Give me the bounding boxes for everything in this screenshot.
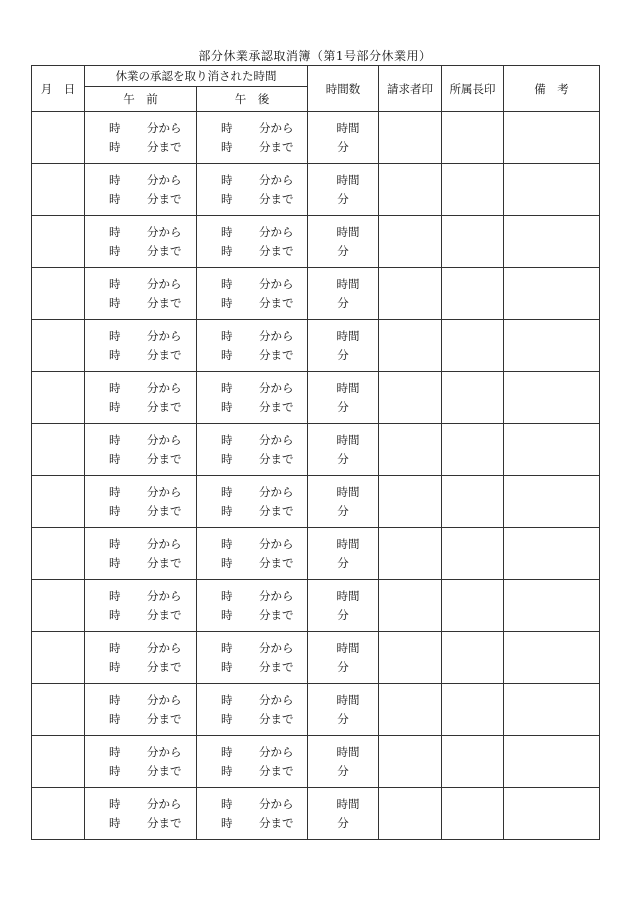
date-cell[interactable] bbox=[32, 736, 85, 788]
hour-label: 時 bbox=[109, 485, 121, 499]
hour-label: 時 bbox=[221, 608, 233, 622]
min-to-label: 分まで bbox=[147, 400, 182, 414]
min-to-label: 分まで bbox=[147, 816, 182, 830]
min-from-label: 分から bbox=[147, 745, 182, 759]
min-from-label: 分から bbox=[147, 797, 182, 811]
min-from-label: 分から bbox=[147, 641, 182, 655]
jikan-label: 時間 bbox=[336, 537, 360, 551]
hour-label: 時 bbox=[109, 816, 121, 830]
min-from-label: 分から bbox=[259, 173, 294, 187]
min-to-label: 分まで bbox=[259, 452, 294, 466]
min-to-label: 分まで bbox=[147, 348, 182, 362]
hour-label: 時 bbox=[221, 589, 233, 603]
hour-label: 時 bbox=[221, 660, 233, 674]
hours-cell[interactable] bbox=[308, 684, 379, 736]
hour-label: 時 bbox=[109, 225, 121, 239]
min-to-label: 分まで bbox=[147, 712, 182, 726]
min-to-label: 分まで bbox=[147, 140, 182, 154]
requester-seal-cell[interactable] bbox=[379, 476, 442, 528]
hour-label: 時 bbox=[109, 589, 121, 603]
am-time-cell[interactable] bbox=[85, 216, 197, 268]
remarks-cell[interactable] bbox=[504, 788, 600, 840]
hour-label: 時 bbox=[109, 433, 121, 447]
jikan-label: 時間 bbox=[336, 693, 360, 707]
min-from-label: 分から bbox=[259, 381, 294, 395]
jikan-label: 時間 bbox=[336, 381, 360, 395]
table-row bbox=[32, 424, 600, 476]
hour-label: 時 bbox=[109, 764, 121, 778]
head-seal-cell[interactable] bbox=[442, 632, 504, 684]
hour-label: 時 bbox=[221, 173, 233, 187]
min-from-label: 分から bbox=[259, 745, 294, 759]
date-cell[interactable] bbox=[32, 164, 85, 216]
hour-label: 時 bbox=[109, 693, 121, 707]
min-from-label: 分から bbox=[147, 121, 182, 135]
requester-seal-cell[interactable] bbox=[379, 788, 442, 840]
min-to-label: 分まで bbox=[259, 296, 294, 310]
hour-label: 時 bbox=[221, 745, 233, 759]
am-time-cell[interactable] bbox=[85, 528, 197, 580]
am-time-cell[interactable] bbox=[85, 684, 197, 736]
requester-seal-cell[interactable] bbox=[379, 632, 442, 684]
requester-seal-cell[interactable] bbox=[379, 424, 442, 476]
min-to-label: 分まで bbox=[147, 504, 182, 518]
table-row bbox=[32, 268, 600, 320]
header-cancelled-time: 休業の承認を取り消された時間 bbox=[85, 66, 308, 87]
hour-label: 時 bbox=[109, 381, 121, 395]
jikan-label: 時間 bbox=[336, 745, 360, 759]
hours-cell[interactable] bbox=[308, 476, 379, 528]
hour-label: 時 bbox=[221, 485, 233, 499]
requester-seal-cell[interactable] bbox=[379, 580, 442, 632]
date-cell[interactable] bbox=[32, 112, 85, 164]
hour-label: 時 bbox=[109, 192, 121, 206]
header-date: 月 日 bbox=[32, 66, 85, 112]
head-seal-cell[interactable] bbox=[442, 528, 504, 580]
pm-time-cell[interactable] bbox=[197, 372, 308, 424]
min-from-label: 分から bbox=[147, 537, 182, 551]
head-seal-cell[interactable] bbox=[442, 684, 504, 736]
am-time-cell[interactable] bbox=[85, 476, 197, 528]
hour-label: 時 bbox=[221, 348, 233, 362]
fun-label: 分 bbox=[337, 764, 349, 778]
min-to-label: 分まで bbox=[147, 244, 182, 258]
head-seal-cell[interactable] bbox=[442, 476, 504, 528]
min-from-label: 分から bbox=[259, 329, 294, 343]
hour-label: 時 bbox=[109, 452, 121, 466]
fun-label: 分 bbox=[337, 400, 349, 414]
hours-cell[interactable] bbox=[308, 164, 379, 216]
min-from-label: 分から bbox=[147, 693, 182, 707]
min-from-label: 分から bbox=[147, 225, 182, 239]
hour-label: 時 bbox=[221, 433, 233, 447]
jikan-label: 時間 bbox=[336, 329, 360, 343]
hour-label: 時 bbox=[109, 296, 121, 310]
jikan-label: 時間 bbox=[336, 485, 360, 499]
am-time-cell[interactable] bbox=[85, 736, 197, 788]
head-seal-cell[interactable] bbox=[442, 424, 504, 476]
pm-time-cell[interactable] bbox=[197, 268, 308, 320]
hour-label: 時 bbox=[109, 400, 121, 414]
pm-time-cell[interactable] bbox=[197, 164, 308, 216]
table-row bbox=[32, 580, 600, 632]
am-time-cell[interactable] bbox=[85, 580, 197, 632]
hour-label: 時 bbox=[221, 504, 233, 518]
table-row bbox=[32, 476, 600, 528]
pm-time-cell[interactable] bbox=[197, 216, 308, 268]
min-to-label: 分まで bbox=[259, 140, 294, 154]
min-from-label: 分から bbox=[259, 797, 294, 811]
hour-label: 時 bbox=[221, 381, 233, 395]
min-to-label: 分まで bbox=[147, 608, 182, 622]
fun-label: 分 bbox=[337, 608, 349, 622]
remarks-cell[interactable] bbox=[504, 476, 600, 528]
cancellation-register-table bbox=[31, 65, 600, 840]
requester-seal-cell[interactable] bbox=[379, 736, 442, 788]
hours-cell[interactable] bbox=[308, 268, 379, 320]
fun-label: 分 bbox=[337, 504, 349, 518]
min-to-label: 分まで bbox=[147, 660, 182, 674]
pm-time-cell[interactable] bbox=[197, 476, 308, 528]
hour-label: 時 bbox=[221, 277, 233, 291]
requester-seal-cell[interactable] bbox=[379, 268, 442, 320]
table-row bbox=[32, 216, 600, 268]
table-row bbox=[32, 788, 600, 840]
date-cell[interactable] bbox=[32, 632, 85, 684]
am-time-cell[interactable] bbox=[85, 788, 197, 840]
min-from-label: 分から bbox=[259, 641, 294, 655]
min-to-label: 分まで bbox=[259, 192, 294, 206]
jikan-label: 時間 bbox=[336, 173, 360, 187]
hour-label: 時 bbox=[221, 797, 233, 811]
date-cell[interactable] bbox=[32, 684, 85, 736]
min-to-label: 分まで bbox=[259, 504, 294, 518]
hour-label: 時 bbox=[221, 400, 233, 414]
min-from-label: 分から bbox=[259, 433, 294, 447]
hour-label: 時 bbox=[109, 504, 121, 518]
hours-cell[interactable] bbox=[308, 320, 379, 372]
date-cell[interactable] bbox=[32, 424, 85, 476]
min-to-label: 分まで bbox=[259, 348, 294, 362]
hour-label: 時 bbox=[221, 192, 233, 206]
header-hours: 時間数 bbox=[308, 66, 379, 112]
remarks-cell[interactable] bbox=[504, 268, 600, 320]
requester-seal-cell[interactable] bbox=[379, 320, 442, 372]
jikan-label: 時間 bbox=[336, 121, 360, 135]
pm-time-cell[interactable] bbox=[197, 736, 308, 788]
table-row bbox=[32, 684, 600, 736]
header-pm: 午 後 bbox=[197, 87, 308, 112]
pm-time-cell[interactable] bbox=[197, 684, 308, 736]
table-row bbox=[32, 164, 600, 216]
head-seal-cell[interactable] bbox=[442, 112, 504, 164]
jikan-label: 時間 bbox=[336, 225, 360, 239]
min-to-label: 分まで bbox=[259, 400, 294, 414]
hour-label: 時 bbox=[221, 816, 233, 830]
remarks-cell[interactable] bbox=[504, 112, 600, 164]
remarks-cell[interactable] bbox=[504, 424, 600, 476]
min-from-label: 分から bbox=[147, 329, 182, 343]
remarks-cell[interactable] bbox=[504, 736, 600, 788]
hours-cell[interactable] bbox=[308, 528, 379, 580]
hours-cell[interactable] bbox=[308, 580, 379, 632]
min-to-label: 分まで bbox=[259, 712, 294, 726]
head-seal-cell[interactable] bbox=[442, 268, 504, 320]
head-seal-cell[interactable] bbox=[442, 320, 504, 372]
hour-label: 時 bbox=[109, 277, 121, 291]
min-from-label: 分から bbox=[259, 693, 294, 707]
remarks-cell[interactable] bbox=[504, 164, 600, 216]
head-seal-cell[interactable] bbox=[442, 580, 504, 632]
date-cell[interactable] bbox=[32, 216, 85, 268]
table-row bbox=[32, 528, 600, 580]
am-time-cell[interactable] bbox=[85, 424, 197, 476]
table-row bbox=[32, 320, 600, 372]
fun-label: 分 bbox=[337, 660, 349, 674]
hour-label: 時 bbox=[221, 225, 233, 239]
hour-label: 時 bbox=[109, 712, 121, 726]
min-from-label: 分から bbox=[147, 589, 182, 603]
pm-time-cell[interactable] bbox=[197, 632, 308, 684]
fun-label: 分 bbox=[337, 140, 349, 154]
table-row bbox=[32, 632, 600, 684]
hour-label: 時 bbox=[221, 556, 233, 570]
min-from-label: 分から bbox=[147, 277, 182, 291]
pm-time-cell[interactable] bbox=[197, 580, 308, 632]
fun-label: 分 bbox=[337, 816, 349, 830]
hour-label: 時 bbox=[221, 641, 233, 655]
fun-label: 分 bbox=[337, 452, 349, 466]
min-from-label: 分から bbox=[147, 381, 182, 395]
hour-label: 時 bbox=[221, 121, 233, 135]
head-seal-cell[interactable] bbox=[442, 788, 504, 840]
min-from-label: 分から bbox=[259, 589, 294, 603]
pm-time-cell[interactable] bbox=[197, 424, 308, 476]
hour-label: 時 bbox=[109, 140, 121, 154]
am-time-cell[interactable] bbox=[85, 112, 197, 164]
fun-label: 分 bbox=[337, 244, 349, 258]
remarks-cell[interactable] bbox=[504, 216, 600, 268]
fun-label: 分 bbox=[337, 296, 349, 310]
hour-label: 時 bbox=[109, 537, 121, 551]
jikan-label: 時間 bbox=[336, 433, 360, 447]
remarks-cell[interactable] bbox=[504, 684, 600, 736]
remarks-cell[interactable] bbox=[504, 580, 600, 632]
hour-label: 時 bbox=[109, 329, 121, 343]
pm-time-cell[interactable] bbox=[197, 112, 308, 164]
hour-label: 時 bbox=[221, 693, 233, 707]
header-requester-seal: 請求者印 bbox=[379, 66, 442, 112]
hours-cell[interactable] bbox=[308, 216, 379, 268]
requester-seal-cell[interactable] bbox=[379, 372, 442, 424]
hours-cell[interactable] bbox=[308, 736, 379, 788]
hour-label: 時 bbox=[109, 244, 121, 258]
fun-label: 分 bbox=[337, 556, 349, 570]
min-from-label: 分から bbox=[259, 225, 294, 239]
jikan-label: 時間 bbox=[336, 797, 360, 811]
table-row bbox=[32, 736, 600, 788]
header-am: 午 前 bbox=[85, 87, 197, 112]
fun-label: 分 bbox=[337, 712, 349, 726]
date-cell[interactable] bbox=[32, 320, 85, 372]
fun-label: 分 bbox=[337, 348, 349, 362]
min-to-label: 分まで bbox=[259, 556, 294, 570]
am-time-cell[interactable] bbox=[85, 268, 197, 320]
hour-label: 時 bbox=[221, 140, 233, 154]
requester-seal-cell[interactable] bbox=[379, 216, 442, 268]
table-row bbox=[32, 112, 600, 164]
min-from-label: 分から bbox=[147, 173, 182, 187]
hour-label: 時 bbox=[221, 244, 233, 258]
hour-label: 時 bbox=[221, 712, 233, 726]
min-to-label: 分まで bbox=[259, 660, 294, 674]
hour-label: 時 bbox=[109, 641, 121, 655]
requester-seal-cell[interactable] bbox=[379, 528, 442, 580]
hour-label: 時 bbox=[109, 797, 121, 811]
requester-seal-cell[interactable] bbox=[379, 684, 442, 736]
am-time-cell[interactable] bbox=[85, 632, 197, 684]
min-to-label: 分まで bbox=[259, 608, 294, 622]
hour-label: 時 bbox=[109, 348, 121, 362]
head-seal-cell[interactable] bbox=[442, 216, 504, 268]
remarks-cell[interactable] bbox=[504, 632, 600, 684]
am-time-cell[interactable] bbox=[85, 320, 197, 372]
hour-label: 時 bbox=[109, 173, 121, 187]
min-from-label: 分から bbox=[147, 485, 182, 499]
hour-label: 時 bbox=[221, 452, 233, 466]
am-time-cell[interactable] bbox=[85, 372, 197, 424]
min-to-label: 分まで bbox=[147, 764, 182, 778]
remarks-cell[interactable] bbox=[504, 528, 600, 580]
min-from-label: 分から bbox=[147, 433, 182, 447]
fun-label: 分 bbox=[337, 192, 349, 206]
date-cell[interactable] bbox=[32, 528, 85, 580]
min-from-label: 分から bbox=[259, 121, 294, 135]
min-to-label: 分まで bbox=[147, 452, 182, 466]
hour-label: 時 bbox=[221, 329, 233, 343]
hour-label: 時 bbox=[109, 660, 121, 674]
am-time-cell[interactable] bbox=[85, 164, 197, 216]
min-to-label: 分まで bbox=[147, 296, 182, 310]
hour-label: 時 bbox=[109, 121, 121, 135]
hours-cell[interactable] bbox=[308, 788, 379, 840]
hour-label: 時 bbox=[109, 556, 121, 570]
hour-label: 時 bbox=[221, 764, 233, 778]
min-to-label: 分まで bbox=[259, 244, 294, 258]
jikan-label: 時間 bbox=[336, 277, 360, 291]
hour-label: 時 bbox=[109, 745, 121, 759]
hours-cell[interactable] bbox=[308, 632, 379, 684]
min-from-label: 分から bbox=[259, 485, 294, 499]
remarks-cell[interactable] bbox=[504, 320, 600, 372]
date-cell[interactable] bbox=[32, 372, 85, 424]
pm-time-cell[interactable] bbox=[197, 788, 308, 840]
date-cell[interactable] bbox=[32, 476, 85, 528]
hour-label: 時 bbox=[221, 537, 233, 551]
requester-seal-cell[interactable] bbox=[379, 164, 442, 216]
hours-cell[interactable] bbox=[308, 112, 379, 164]
header-remarks: 備 考 bbox=[504, 66, 600, 112]
hours-cell[interactable] bbox=[308, 372, 379, 424]
min-to-label: 分まで bbox=[259, 816, 294, 830]
min-to-label: 分まで bbox=[147, 556, 182, 570]
date-cell[interactable] bbox=[32, 580, 85, 632]
min-from-label: 分から bbox=[259, 277, 294, 291]
head-seal-cell[interactable] bbox=[442, 164, 504, 216]
pm-time-cell[interactable] bbox=[197, 528, 308, 580]
table-row bbox=[32, 372, 600, 424]
jikan-label: 時間 bbox=[336, 589, 360, 603]
form-title: 部分休業承認取消簿（第1号部分休業用） bbox=[198, 49, 432, 63]
date-cell[interactable] bbox=[32, 788, 85, 840]
hour-label: 時 bbox=[221, 296, 233, 310]
requester-seal-cell[interactable] bbox=[379, 112, 442, 164]
head-seal-cell[interactable] bbox=[442, 372, 504, 424]
min-from-label: 分から bbox=[259, 537, 294, 551]
jikan-label: 時間 bbox=[336, 641, 360, 655]
head-seal-cell[interactable] bbox=[442, 736, 504, 788]
hours-cell[interactable] bbox=[308, 424, 379, 476]
pm-time-cell[interactable] bbox=[197, 320, 308, 372]
header-head-seal: 所属長印 bbox=[442, 66, 504, 112]
remarks-cell[interactable] bbox=[504, 372, 600, 424]
hour-label: 時 bbox=[109, 608, 121, 622]
min-to-label: 分まで bbox=[259, 764, 294, 778]
date-cell[interactable] bbox=[32, 268, 85, 320]
min-to-label: 分まで bbox=[147, 192, 182, 206]
